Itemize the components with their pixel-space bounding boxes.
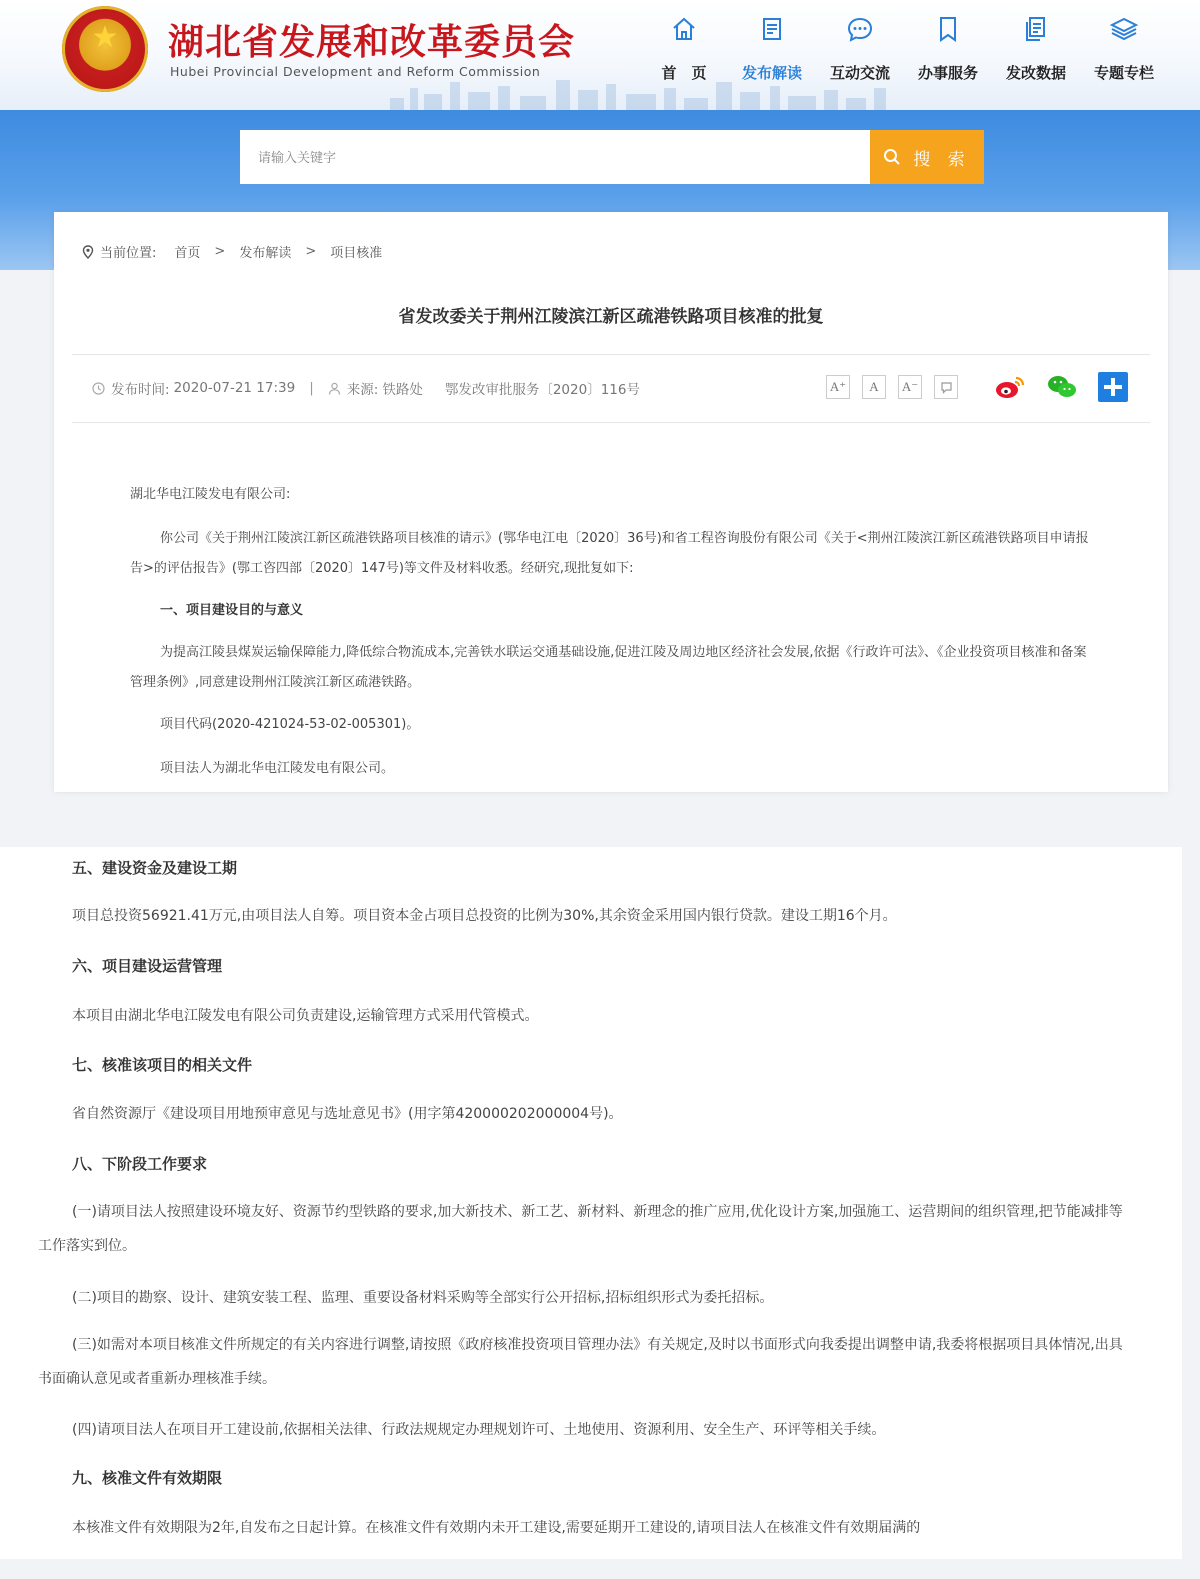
intro-paragraph: 你公司《关于荆州江陵滨江新区疏港铁路项目核准的请示》(鄂华电江电〔2020〕36号)和省工程咨询股份有限公司《关于<荆州江陵滨江新区疏港铁路项目申请报告>的评估报告》(鄂工咨四部〔2020〕147号)等文件及材料收悉。经研究,现批复如下: xyxy=(130,531,1089,576)
project-owner: 项目法人为湖北华电江陵发电有限公司。 xyxy=(160,761,395,776)
site-title[interactable]: 湖北省发展和改革委员会 xyxy=(168,21,576,63)
font-larger-button[interactable]: A⁺ xyxy=(826,375,850,399)
divider xyxy=(72,422,1150,423)
data-icon xyxy=(1021,14,1051,44)
national-emblem-icon xyxy=(62,6,148,92)
section-heading: 七、核准该项目的相关文件 xyxy=(72,1056,253,1074)
nav-label: 发改数据 xyxy=(1005,64,1066,82)
clock-icon xyxy=(92,382,105,395)
requirement-item-2: (二)项目的勘察、设计、建筑安装工程、监理、重要设备材料采购等全部实行公开招标,招标组织形式为委托招标。 xyxy=(72,1290,774,1306)
nav-label: 首 页 xyxy=(661,64,707,82)
location-pin-icon xyxy=(82,245,94,259)
publish-label: 发布时间: xyxy=(111,382,170,398)
source: 铁路处 xyxy=(382,382,423,398)
search-icon xyxy=(883,148,901,166)
share-weibo-button[interactable] xyxy=(994,374,1026,400)
font-smaller-button[interactable]: A⁻ xyxy=(898,375,922,399)
section-heading: 九、核准文件有效期限 xyxy=(72,1469,223,1487)
project-code: 项目代码(2020-421024-53-02-005301)。 xyxy=(160,717,420,732)
search-button-label: 搜 索 xyxy=(913,149,971,170)
requirement-item-3: (三)如需对本项目核准文件所规定的有关内容进行调整,请按照《政府核准投资项目管理办法》有关规定,及时以书面形式向我委提出调整申请,我委将根据项目具体情况,出具书面确认意见或者重新办理核准手续。 xyxy=(38,1337,1123,1387)
wechat-icon xyxy=(1046,374,1078,400)
meta-separator: | xyxy=(309,380,314,396)
nav-label: 办事服务 xyxy=(917,64,978,82)
nav-item-releases[interactable] xyxy=(728,14,816,94)
requirement-item-4: (四)请项目法人在项目开工建设前,依据相关法律、行政法规规定办理规划许可、土地使用、资源利用、安全生产、环评等相关手续。 xyxy=(72,1422,886,1438)
nav-item-services[interactable] xyxy=(904,14,992,94)
section-heading: 五、建设资金及建设工期 xyxy=(72,859,238,877)
breadcrumb xyxy=(82,242,382,261)
article-card xyxy=(54,212,1168,792)
nav-item-interaction[interactable] xyxy=(816,14,904,94)
breadcrumb-prefix: 当前位置: xyxy=(100,246,157,261)
requirement-item-1: (一)请项目法人按照建设环境友好、资源节约型铁路的要求,加大新技术、新工艺、新材料、新理念的推广应用,优化设计方案,加强施工、运营期间的组织管理,把节能减排等工作落实到位。 xyxy=(38,1204,1123,1254)
nav-label: 互动交流 xyxy=(829,64,890,82)
chat-icon xyxy=(845,14,875,44)
breadcrumb-home[interactable]: 首页 xyxy=(174,246,201,261)
recipient: 湖北华电江陵发电有限公司: xyxy=(130,487,291,502)
section-heading: 六、项目建设运营管理 xyxy=(72,957,223,975)
nav-label: 专题专栏 xyxy=(1093,64,1154,82)
divider xyxy=(72,354,1150,355)
share-wechat-button[interactable] xyxy=(1046,374,1078,400)
source-label: 来源: xyxy=(346,382,379,398)
main-nav xyxy=(640,14,1168,94)
breadcrumb-releases[interactable]: 发布解读 xyxy=(239,246,292,261)
section-paragraph: 本项目由湖北华电江陵发电有限公司负责建设,运输管理方式采用代管模式。 xyxy=(72,1008,539,1024)
section-paragraph: 项目总投资56921.41万元,由项目法人自筹。项目资本金占项目总投资的比例为30%,其余资金采用国内银行贷款。建设工期16个月。 xyxy=(72,908,897,924)
search-button[interactable] xyxy=(870,130,984,184)
breadcrumb-separator: > xyxy=(214,244,226,259)
layers-icon xyxy=(1109,14,1139,44)
section-heading: 一、项目建设目的与意义 xyxy=(160,603,304,618)
publish-time: 2020-07-21 17:39 xyxy=(173,380,296,396)
share-more-button[interactable] xyxy=(1098,372,1128,402)
search-input[interactable] xyxy=(240,130,870,184)
weibo-icon xyxy=(994,374,1026,400)
bookmark-icon xyxy=(933,14,963,44)
doc-number: 鄂发改审批服务〔2020〕116号 xyxy=(444,382,640,398)
section-heading: 八、下阶段工作要求 xyxy=(72,1155,208,1173)
document-icon xyxy=(757,14,787,44)
nav-item-home[interactable] xyxy=(640,14,728,94)
user-icon xyxy=(328,382,341,395)
breadcrumb-separator: > xyxy=(305,244,317,259)
site-subtitle: Hubei Provincial Development and Reform Commission xyxy=(170,64,541,79)
section-paragraph: 本核准文件有效期限为2年,自发布之日起计算。在核准文件有效期内未开工建设,需要延期开工建设的,请项目法人在核准文件有效期届满的 xyxy=(72,1520,921,1536)
article-title: 省发改委关于荆州江陵滨江新区疏港铁路项目核准的批复 xyxy=(398,307,824,327)
home-icon xyxy=(669,14,699,44)
font-medium-button[interactable]: A xyxy=(862,375,886,399)
nav-item-data[interactable] xyxy=(992,14,1080,94)
article-tools xyxy=(814,372,1128,402)
nav-label: 发布解读 xyxy=(741,64,802,82)
section-paragraph: 为提高江陵县煤炭运输保障能力,降低综合物流成本,完善铁水联运交通基础设施,促进江陵及周边地区经济社会发展,依据《行政许可法》、《企业投资项目核准和备案管理条例》,同意建设荆州江陵滨江新区疏港铁路。 xyxy=(130,645,1087,690)
article-meta xyxy=(92,378,640,398)
breadcrumb-current[interactable]: 项目核准 xyxy=(330,246,383,261)
article-body xyxy=(130,480,1094,784)
comment-button[interactable] xyxy=(934,375,958,399)
article-excerpt xyxy=(0,847,1182,1559)
section-paragraph: 省自然资源厅《建设项目用地预审意见与选址意见书》(用字第420000202000004号)。 xyxy=(72,1106,623,1122)
nav-item-topics[interactable] xyxy=(1080,14,1168,94)
comment-icon xyxy=(940,381,953,394)
plus-icon xyxy=(1098,372,1128,402)
site-header xyxy=(0,0,1200,110)
